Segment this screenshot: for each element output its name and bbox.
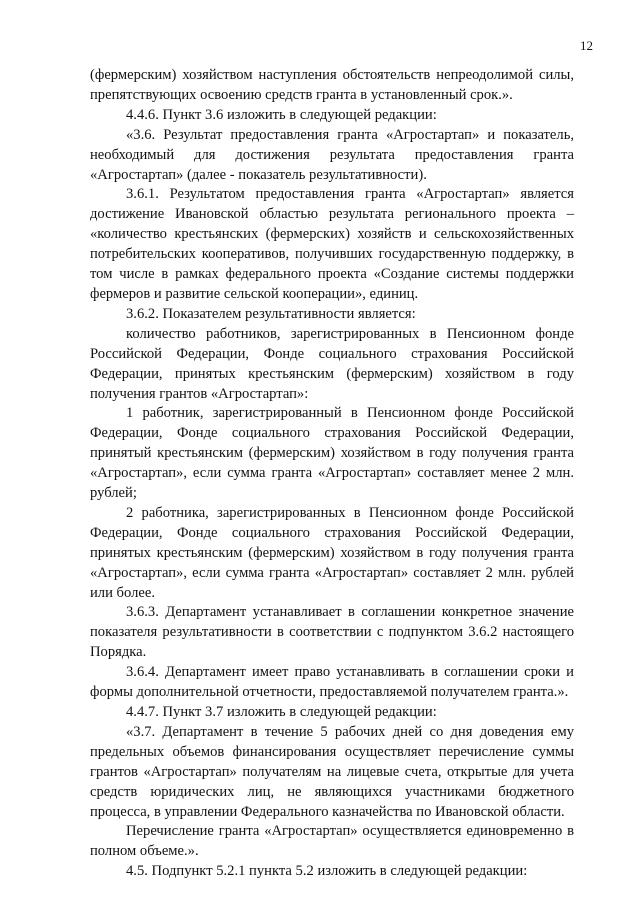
paragraph: Перечисление гранта «Агростартап» осуществляется единовременно в полном объеме.». bbox=[90, 823, 574, 860]
page-number: 12 bbox=[580, 38, 593, 53]
paragraph: (фермерским) хозяйством наступления обстоятельств непреодолимой силы, препятствующих освоению средств гранта в установленный срок.». bbox=[90, 67, 574, 103]
paragraph: 3.6.1. Результатом предоставления гранта «Агростартап» является достижение Ивановской областью результата регионального проекта – «количество крестьянских (фермерских) хозяйств и сельскохозяйственных потребительских кооперативов, получивших государственную поддержку, в том числе в рамках федерального проекта «Создание системы поддержки фермеров и развитие сельской кооперации», единиц. bbox=[90, 186, 574, 302]
paragraph: 4.4.7. Пункт 3.7 изложить в следующей редакции: bbox=[126, 704, 437, 720]
paragraph: 3.6.2. Показателем результативности является: bbox=[126, 305, 416, 322]
paragraph: количество работников, зарегистрированных в Пенсионном фонде Российской Федерации, Фонде социального страхования Российской Федерации, принятых крестьянским (фермерским) хозяйством в году получения грантов «Агростартап»: bbox=[90, 325, 574, 402]
paragraph: «3.7. Департамент в течение 5 рабочих дней со дня доведения ему предельных объемов финансирования осуществляет перечисление суммы грантов «Агростартап» получателям на лицевые счета, открытые для учета средств юридических лиц, не являющихся участниками бюджетного процесса, в управлении Федерального казначейства по Ивановской области. bbox=[90, 723, 574, 820]
paragraph: 4.4.6. Пункт 3.6 изложить в следующей редакции: bbox=[126, 106, 437, 123]
paragraph: 2 работника, зарегистрированных в Пенсионном фонде Российской Федерации, Фонде социального страхования Российской Федерации, принятых крестьянским (фермерским) хозяйством в году получения гранта «Агростартап», если сумма гранта «Агростартап» составляет 2 млн. рублей или более. bbox=[90, 504, 574, 601]
paragraph: «3.6. Результат предоставления гранта «Агростартап» и показатель, необходимый для достижения результата предоставления гранта «Агростартап» (далее - показатель результативности). bbox=[90, 126, 574, 183]
paragraph: 3.6.4. Департамент имеет право устанавливать в соглашении сроки и формы дополнительной отчетности, предоставляемой получателем гранта.». bbox=[90, 664, 574, 701]
paragraph: 3.6.3. Департамент устанавливает в соглашении конкретное значение показателя результативности в соответствии с подпунктом 3.6.2 настоящего Порядка. bbox=[90, 604, 574, 661]
paragraph: 4.5. Подпункт 5.2.1 пункта 5.2 изложить в следующей редакции: bbox=[126, 863, 528, 880]
document-body bbox=[90, 66, 574, 882]
paragraph: 1 работник, зарегистрированный в Пенсионном фонде Российской Федерации, Фонде социального страхования Российской Федерации, принятый крестьянским (фермерским) хозяйством в году получения гранта «Агростартап», если сумма гранта «Агростартап» составляет менее 2 млн. рублей; bbox=[90, 405, 574, 502]
